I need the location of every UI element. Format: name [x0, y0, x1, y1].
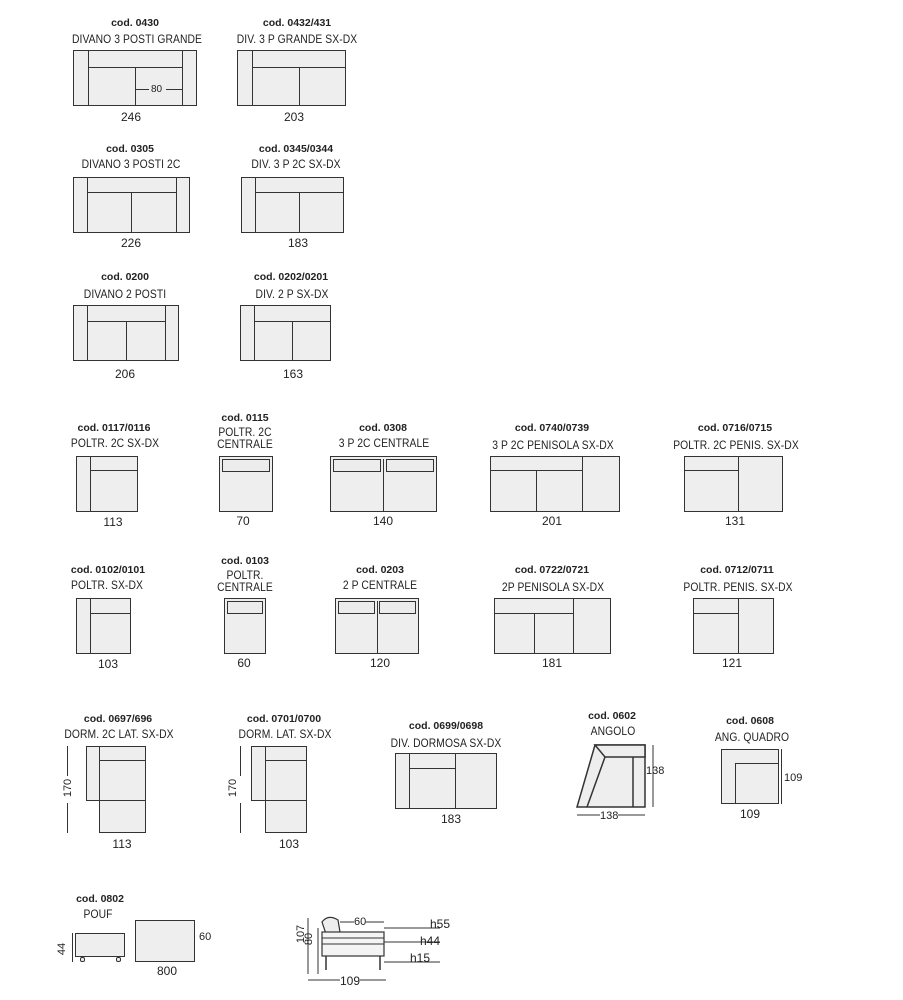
item-width: 201: [541, 514, 563, 528]
item-name: POLTR. SX-DX: [71, 578, 143, 592]
item-name: 2 P CENTRALE: [342, 578, 418, 592]
item-name: 3 P 2C CENTRALE: [338, 436, 430, 450]
item-name-line2: CENTRALE: [217, 437, 273, 451]
item-width: 103: [97, 657, 119, 671]
item-width: 121: [721, 656, 743, 670]
back-height: 80: [303, 932, 316, 946]
item-name: DORM. LAT. SX-DX: [238, 727, 332, 741]
item-name: POLTR. 2C SX-DX: [70, 436, 160, 450]
item-code: cod. 0712/0711: [700, 564, 774, 576]
h55-label: h55: [430, 917, 451, 931]
item-width: 60: [237, 656, 251, 670]
sofa-plan: [490, 456, 620, 512]
item-code: cod. 0202/0201: [253, 271, 329, 283]
pouf-side-view: [75, 933, 125, 957]
item-name: POLTR. PENIS. SX-DX: [683, 580, 793, 594]
sofa-plan: [237, 50, 346, 106]
square-corner-plan: [721, 749, 779, 804]
chaise-extension: [265, 800, 307, 833]
item-name: 2P PENISOLA SX-DX: [501, 580, 605, 594]
item-name: POUF: [83, 907, 113, 921]
item-width: 103: [278, 837, 300, 851]
item-name: DIVANO 3 POSTI 2C: [81, 157, 181, 171]
item-width: 113: [103, 515, 123, 529]
chaise-plan: [251, 746, 307, 801]
item-width: 183: [287, 236, 309, 250]
chaise-extension: [99, 800, 146, 833]
h15-label: h15: [410, 951, 431, 965]
item-code: cod. 0699/0698: [408, 720, 484, 732]
item-name: ANGOLO: [590, 724, 636, 738]
item-code: cod. 0701/0700: [246, 713, 322, 725]
sofa-bed-plan: [395, 753, 497, 809]
item-width: 181: [541, 656, 563, 670]
item-depth: 109: [784, 772, 803, 784]
item-code: cod. 0716/0715: [697, 422, 773, 434]
seat-depth: 60: [354, 916, 367, 928]
item-code: cod. 0697/696: [83, 713, 153, 725]
item-code: cod. 0102/0101: [70, 564, 146, 576]
h44-label: h44: [420, 934, 441, 948]
item-name-line2: CENTRALE: [217, 580, 273, 594]
item-code: cod. 0432/431: [262, 17, 332, 29]
item-code: cod. 0740/0739: [514, 422, 590, 434]
item-name: DIVANO 2 POSTI: [83, 287, 167, 301]
item-width: 120: [369, 656, 391, 670]
item-width: 70: [236, 514, 250, 528]
total-height: 107: [295, 924, 308, 944]
item-name: DIV. 2 P SX-DX: [255, 287, 329, 301]
item-name: DORM. 2C LAT. SX-DX: [64, 727, 174, 741]
item-name: ANG. QUADRO: [714, 730, 790, 744]
item-code: cod. 0308: [359, 422, 407, 434]
item-code: cod. 0430: [111, 17, 159, 29]
item-width: 140: [372, 514, 394, 528]
item-depth: 170: [62, 778, 75, 798]
item-width: 109: [739, 807, 761, 821]
chaise-plan: [86, 746, 146, 801]
inner-dimension: 80: [151, 84, 163, 95]
item-name: DIV. 3 P 2C SX-DX: [251, 157, 341, 171]
item-depth: 138: [646, 765, 665, 777]
item-code: cod. 0305: [106, 143, 154, 155]
item-width: 163: [282, 367, 304, 381]
armchair-plan: [76, 456, 138, 512]
item-width: 800: [156, 964, 178, 978]
item-name: 3 P 2C PENISOLA SX-DX: [492, 438, 614, 452]
item-code: cod. 0200: [101, 271, 149, 283]
pouf-plan: [135, 920, 195, 962]
item-code: cod. 0103: [221, 555, 269, 567]
item-depth: 60: [199, 931, 212, 943]
item-code: cod. 0802: [76, 893, 124, 905]
item-name-line1: POLTR. 2C: [218, 425, 272, 439]
item-width: 113: [112, 837, 132, 851]
item-depth: 170: [227, 778, 240, 798]
item-name: DIV. DORMOSA SX-DX: [390, 736, 502, 750]
item-code: cod. 0608: [726, 715, 774, 727]
item-name: POLTR. 2C PENIS. SX-DX: [673, 438, 799, 452]
total-depth: 109: [340, 974, 361, 988]
item-code: cod. 0117/0116: [77, 422, 151, 434]
armchair-plan: [76, 598, 131, 654]
item-width: 246: [120, 110, 142, 124]
item-width: 206: [114, 367, 136, 381]
item-width: 131: [724, 514, 746, 528]
armchair-plan: [684, 456, 783, 512]
item-height: 44: [56, 942, 69, 956]
item-code: cod. 0602: [588, 710, 636, 722]
item-name: DIVANO 3 POSTI GRANDE: [71, 32, 203, 46]
item-width: 183: [440, 812, 462, 826]
sofa-plan: [241, 177, 344, 233]
item-width: 226: [120, 236, 142, 250]
sofa-plan: [494, 598, 611, 654]
item-code: cod. 0345/0344: [258, 143, 334, 155]
armchair-plan: [693, 598, 774, 654]
item-code: cod. 0115: [221, 412, 269, 424]
item-code: cod. 0203: [356, 564, 404, 576]
item-name: DIV. 3 P GRANDE SX-DX: [236, 32, 358, 46]
item-name-line1: POLTR.: [226, 568, 264, 582]
item-code: cod. 0722/0721: [514, 564, 590, 576]
item-width: 138: [600, 810, 619, 822]
item-width: 203: [283, 110, 305, 124]
